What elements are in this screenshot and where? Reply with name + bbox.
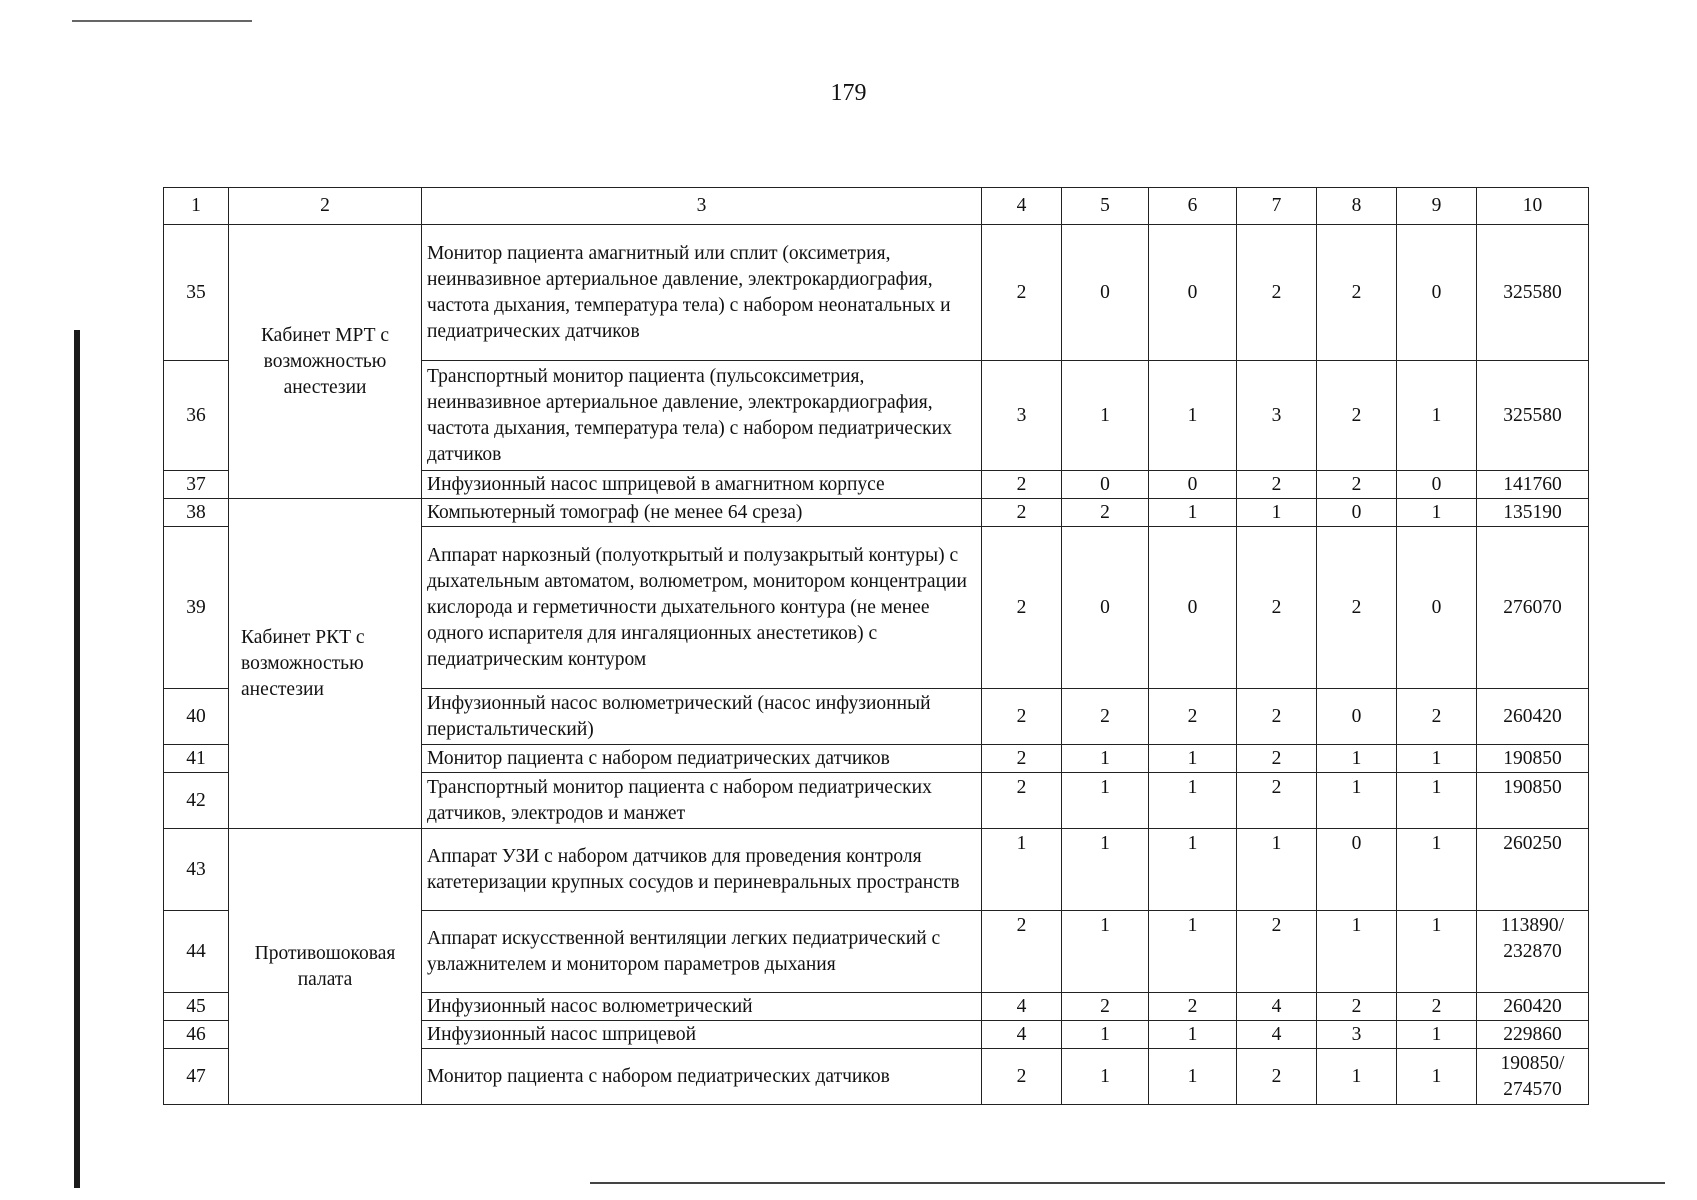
equipment-name: Монитор пациента с набором педиатрических датчиков: [422, 745, 982, 773]
header-cell: 7: [1237, 188, 1317, 225]
cell-value: 2: [1237, 225, 1317, 361]
cell-value: 0: [1397, 225, 1477, 361]
header-cell: 6: [1149, 188, 1237, 225]
cell-value: 4: [1237, 1021, 1317, 1049]
cell-value: 1: [1062, 361, 1149, 471]
cell-value: 3: [1317, 1021, 1397, 1049]
cell-value: 0: [1149, 471, 1237, 499]
header-cell: 8: [1317, 188, 1397, 225]
cell-value: 0: [1062, 471, 1149, 499]
cell-value: 2: [1062, 499, 1149, 527]
cell-value: 1: [1149, 773, 1237, 829]
header-cell: 3: [422, 188, 982, 225]
equipment-name: Транспортный монитор пациента с набором педиатрических датчиков, электродов и манжет: [422, 773, 982, 829]
cell-value: 1: [1149, 361, 1237, 471]
row-number: 39: [164, 527, 229, 689]
cell-value: 0: [1149, 225, 1237, 361]
row-number: 36: [164, 361, 229, 471]
cell-value: 0: [1317, 499, 1397, 527]
cell-value: 4: [1237, 993, 1317, 1021]
cell-value: 1: [1237, 499, 1317, 527]
cell-value: 2: [1237, 911, 1317, 993]
cell-value: 260420: [1477, 689, 1589, 745]
cell-value: 1: [1149, 1049, 1237, 1105]
cell-value: 1: [1062, 1021, 1149, 1049]
cell-value: 1: [1317, 773, 1397, 829]
cell-value: 3: [982, 361, 1062, 471]
cell-value: 1: [1397, 1021, 1477, 1049]
room-name: Противошоковая палата: [229, 829, 422, 1105]
header-cell: 5: [1062, 188, 1149, 225]
cell-value: 2: [1237, 745, 1317, 773]
equipment-name: Монитор пациента амагнитный или сплит (оксиметрия, неинвазивное артериальное давление, электрокардиография, частота дыхания, температура тела) с набором неонатальных и педиатрических датчиков: [422, 225, 982, 361]
cell-value: 2: [1317, 527, 1397, 689]
cell-value: 1: [1397, 499, 1477, 527]
equipment-table: [163, 187, 1589, 1105]
cell-value: 1: [1397, 773, 1477, 829]
cell-value: 260250: [1477, 829, 1589, 911]
cell-value: 2: [982, 745, 1062, 773]
cell-value: 4: [982, 993, 1062, 1021]
table-row: [164, 499, 1589, 527]
cell-value: 1: [1397, 911, 1477, 993]
cell-value: 141760: [1477, 471, 1589, 499]
page-number: 179: [830, 80, 867, 106]
cell-value: 229860: [1477, 1021, 1589, 1049]
header-cell: 9: [1397, 188, 1477, 225]
cell-value: 2: [982, 471, 1062, 499]
cell-value: 2: [1317, 993, 1397, 1021]
cell-value: 113890/ 232870: [1477, 911, 1589, 993]
cell-value: 260420: [1477, 993, 1589, 1021]
cell-value: 2: [982, 773, 1062, 829]
cell-value: 1: [1397, 745, 1477, 773]
header-cell: 1: [164, 188, 229, 225]
cell-value: 1: [1062, 829, 1149, 911]
equipment-name: Монитор пациента с набором педиатрических датчиков: [422, 1049, 982, 1105]
equipment-name: Инфузионный насос шприцевой в амагнитном корпусе: [422, 471, 982, 499]
scan-left-bar: [74, 330, 80, 1188]
cell-value: 1: [1149, 745, 1237, 773]
row-number: 37: [164, 471, 229, 499]
cell-value: 190850/ 274570: [1477, 1049, 1589, 1105]
cell-value: 2: [1317, 471, 1397, 499]
header-row: [164, 188, 1589, 225]
cell-value: 1: [1317, 745, 1397, 773]
cell-value: 325580: [1477, 225, 1589, 361]
row-number: 41: [164, 745, 229, 773]
cell-value: 2: [982, 689, 1062, 745]
equipment-name: Инфузионный насос волюметрический (насос инфузионный перистальтический): [422, 689, 982, 745]
cell-value: 0: [1062, 225, 1149, 361]
cell-value: 2: [982, 911, 1062, 993]
table-row: [164, 225, 1589, 361]
cell-value: 1: [1397, 361, 1477, 471]
cell-value: 1: [1317, 911, 1397, 993]
cell-value: 0: [1397, 471, 1477, 499]
scan-bottom-line: [590, 1182, 1665, 1184]
equipment-name: Аппарат наркозный (полуоткрытый и полузакрытый контуры) с дыхательным автоматом, волюметром, монитором концентрации кислорода и герметичности дыхательного контура (не менее одного испарителя для ингаляционных анестетиков) с педиатрическим контуром: [422, 527, 982, 689]
cell-value: 2: [1237, 1049, 1317, 1105]
equipment-name: Транспортный монитор пациента (пульсоксиметрия, неинвазивное артериальное давление, электрокардиография, частота дыхания, температура тела) с набором педиатрических датчиков: [422, 361, 982, 471]
cell-value: 2: [1317, 361, 1397, 471]
cell-value: 2: [1237, 689, 1317, 745]
cell-value: 1: [1149, 829, 1237, 911]
row-number: 46: [164, 1021, 229, 1049]
row-number: 42: [164, 773, 229, 829]
row-number: 38: [164, 499, 229, 527]
cell-value: 2: [1397, 993, 1477, 1021]
header-cell: 4: [982, 188, 1062, 225]
cell-value: 1: [1149, 911, 1237, 993]
row-number: 40: [164, 689, 229, 745]
row-number: 44: [164, 911, 229, 993]
cell-value: 190850: [1477, 745, 1589, 773]
room-name: Кабинет МРТ с возможностью анестезии: [229, 225, 422, 499]
cell-value: 1: [1062, 773, 1149, 829]
cell-value: 2: [1062, 689, 1149, 745]
cell-value: 2: [1237, 773, 1317, 829]
row-number: 47: [164, 1049, 229, 1105]
equipment-name: Компьютерный томограф (не менее 64 среза): [422, 499, 982, 527]
cell-value: 2: [982, 225, 1062, 361]
cell-value: 1: [1149, 499, 1237, 527]
cell-value: 1: [1062, 1049, 1149, 1105]
cell-value: 0: [1317, 689, 1397, 745]
cell-value: 1: [982, 829, 1062, 911]
equipment-name: Инфузионный насос волюметрический: [422, 993, 982, 1021]
header-cell: 10: [1477, 188, 1589, 225]
cell-value: 2: [1397, 689, 1477, 745]
cell-value: 1: [1062, 911, 1149, 993]
cell-value: 2: [982, 499, 1062, 527]
cell-value: 2: [1149, 689, 1237, 745]
cell-value: 1: [1397, 829, 1477, 911]
cell-value: 2: [1149, 993, 1237, 1021]
cell-value: 1: [1062, 745, 1149, 773]
equipment-name: Аппарат УЗИ с набором датчиков для проведения контроля катетеризации крупных сосудов и периневральных пространств: [422, 829, 982, 911]
cell-value: 0: [1062, 527, 1149, 689]
cell-value: 276070: [1477, 527, 1589, 689]
cell-value: 0: [1317, 829, 1397, 911]
row-number: 45: [164, 993, 229, 1021]
cell-value: 1: [1317, 1049, 1397, 1105]
row-number: 43: [164, 829, 229, 911]
cell-value: 1: [1237, 829, 1317, 911]
cell-value: 1: [1397, 1049, 1477, 1105]
cell-value: 1: [1149, 1021, 1237, 1049]
cell-value: 2: [1317, 225, 1397, 361]
cell-value: 325580: [1477, 361, 1589, 471]
room-name: Кабинет РКТ с возможностью анестезии: [229, 499, 422, 829]
cell-value: 2: [1237, 471, 1317, 499]
cell-value: 0: [1397, 527, 1477, 689]
cell-value: 4: [982, 1021, 1062, 1049]
cell-value: 0: [1149, 527, 1237, 689]
cell-value: 2: [1237, 527, 1317, 689]
table-row: [164, 829, 1589, 911]
cell-value: 190850: [1477, 773, 1589, 829]
cell-value: 2: [1062, 993, 1149, 1021]
cell-value: 3: [1237, 361, 1317, 471]
cell-value: 135190: [1477, 499, 1589, 527]
scan-top-line: [72, 20, 252, 22]
equipment-name: Инфузионный насос шприцевой: [422, 1021, 982, 1049]
header-cell: 2: [229, 188, 422, 225]
row-number: 35: [164, 225, 229, 361]
equipment-name: Аппарат искусственной вентиляции легких педиатрический с увлажнителем и монитором параметров дыхания: [422, 911, 982, 993]
cell-value: 2: [982, 1049, 1062, 1105]
cell-value: 2: [982, 527, 1062, 689]
